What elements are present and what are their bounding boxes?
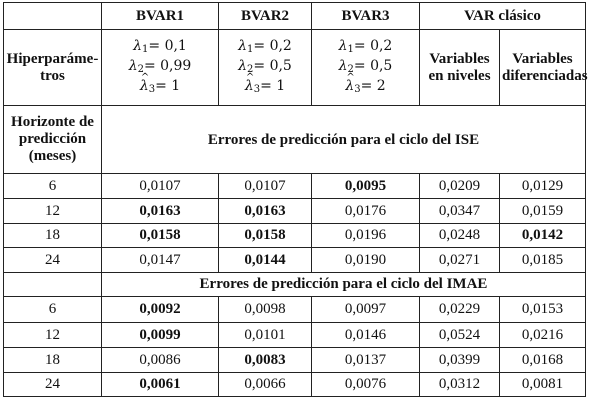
error-value-cell: 0,0524 xyxy=(420,322,500,347)
horizon-cell: 18 xyxy=(4,347,102,372)
lambda-symbol: λ xyxy=(133,37,143,54)
header-row-hyperparams xyxy=(4,30,586,106)
table-row xyxy=(4,322,586,347)
horizon-cell: 12 xyxy=(4,322,102,347)
lambda-line xyxy=(221,38,309,58)
lambda-symbol: ^ λ xyxy=(140,78,149,95)
lambda-value: = 0,5 xyxy=(253,57,292,74)
error-value-cell: 0,0061 xyxy=(102,372,219,396)
lambda-value: = 0,2 xyxy=(353,37,393,54)
ise-section xyxy=(4,174,586,272)
error-value-cell: 0,0163 xyxy=(219,199,312,223)
error-value-cell: 0,0081 xyxy=(500,372,586,396)
horizon-cell: 24 xyxy=(4,247,102,272)
error-value-cell: 0,0147 xyxy=(102,247,219,272)
var-niveles-label: Variables en niveles xyxy=(420,30,500,106)
horizon-cell: 18 xyxy=(4,223,102,247)
lambda-symbol: λ xyxy=(338,37,348,54)
lambda-line xyxy=(314,38,417,58)
lambda-index: 3 xyxy=(148,83,156,95)
lambda-value: = 0,99 xyxy=(143,57,192,74)
lambda-symbol: λ xyxy=(338,57,348,74)
lambda-line xyxy=(221,58,309,78)
error-value-cell: 0,0099 xyxy=(102,322,219,347)
lambda-value: = 0,2 xyxy=(253,37,292,54)
horizon-cell: 12 xyxy=(4,199,102,223)
error-value-cell: 0,0153 xyxy=(500,296,586,322)
error-value-cell: 0,0098 xyxy=(219,296,312,322)
header-row-horizon xyxy=(4,106,586,174)
error-value-cell: 0,0159 xyxy=(500,199,586,223)
error-value-cell: 0,0092 xyxy=(102,296,219,322)
lambda-value: = 0,1 xyxy=(148,37,187,54)
lambda-symbol: ^ λ xyxy=(345,78,354,95)
lambda-value: = 0,5 xyxy=(353,57,393,74)
table-row xyxy=(4,174,586,199)
lambda-line xyxy=(221,78,309,98)
horizon-cell: 6 xyxy=(4,174,102,199)
error-value-cell: 0,0142 xyxy=(500,223,586,247)
error-value-cell: 0,0163 xyxy=(102,199,219,223)
error-value-cell: 0,0146 xyxy=(312,322,420,347)
lambda-index: 1 xyxy=(247,43,254,55)
error-value-cell: 0,0137 xyxy=(312,347,420,372)
table-row xyxy=(4,199,586,223)
error-value-cell: 0,0095 xyxy=(312,174,420,199)
error-value-cell: 0,0185 xyxy=(500,247,586,272)
lambda-index: 2 xyxy=(247,63,254,75)
error-value-cell: 0,0229 xyxy=(420,296,500,322)
table-row xyxy=(4,296,586,322)
hiperparametros-label: Hiperparáme- tros xyxy=(4,30,102,106)
horizon-cell: 6 xyxy=(4,296,102,322)
horizon-cell: 24 xyxy=(4,372,102,396)
error-value-cell: 0,0248 xyxy=(420,223,500,247)
lambda-line xyxy=(104,38,216,58)
header-bvar3: BVAR3 xyxy=(312,3,420,30)
table-row xyxy=(4,372,586,396)
error-value-cell: 0,0107 xyxy=(219,174,312,199)
lambda-index: 1 xyxy=(347,43,354,55)
lambda-index: 1 xyxy=(142,43,149,55)
error-value-cell: 0,0216 xyxy=(500,322,586,347)
bvar2-lambdas xyxy=(219,30,312,106)
error-value-cell: 0,0101 xyxy=(219,322,312,347)
error-value-cell: 0,0271 xyxy=(420,247,500,272)
error-value-cell: 0,0083 xyxy=(219,347,312,372)
lambda-symbol: λ xyxy=(238,37,248,54)
lambda-index: 2 xyxy=(137,63,144,75)
section-row-imae xyxy=(4,272,586,296)
error-value-cell: 0,0129 xyxy=(500,174,586,199)
error-value-cell: 0,0176 xyxy=(312,199,420,223)
error-value-cell: 0,0107 xyxy=(102,174,219,199)
header-empty-cell xyxy=(4,3,102,30)
error-value-cell: 0,0399 xyxy=(420,347,500,372)
bvar3-lambdas xyxy=(312,30,420,106)
lambda-line xyxy=(314,78,417,98)
error-value-cell: 0,0347 xyxy=(420,199,500,223)
table-row xyxy=(4,223,586,247)
lambda-index: 2 xyxy=(347,63,354,75)
lambda-index: 3 xyxy=(354,83,361,95)
header-bvar1: BVAR1 xyxy=(102,3,219,30)
lambda-line xyxy=(104,78,216,98)
error-value-cell: 0,0158 xyxy=(219,223,312,247)
table-row xyxy=(4,247,586,272)
lambda-value: = 1 xyxy=(155,77,181,94)
header-var-clasico: VAR clásico xyxy=(420,3,586,30)
error-value-cell: 0,0158 xyxy=(102,223,219,247)
error-value-cell: 0,0190 xyxy=(312,247,420,272)
table-row xyxy=(4,347,586,372)
lambda-symbol: λ xyxy=(128,57,138,74)
bvar1-lambdas xyxy=(102,30,219,106)
section-title-imae: Errores de predicción para el ciclo del IMAE xyxy=(102,272,586,296)
section-title-ise: Errores de predicción para el ciclo del ISE xyxy=(102,106,586,174)
error-value-cell: 0,0144 xyxy=(219,247,312,272)
error-value-cell: 0,0086 xyxy=(102,347,219,372)
section-empty-cell xyxy=(4,272,102,296)
lambda-value: = 1 xyxy=(260,77,286,94)
lambda-line xyxy=(104,58,216,78)
lambda-line xyxy=(314,58,417,78)
lambda-index: 3 xyxy=(253,83,261,95)
lambda-value: = 2 xyxy=(360,77,386,94)
error-value-cell: 0,0168 xyxy=(500,347,586,372)
error-value-cell: 0,0076 xyxy=(312,372,420,396)
imae-section xyxy=(4,296,586,396)
lambda-symbol: λ xyxy=(238,57,248,74)
forecast-error-table xyxy=(3,2,586,397)
error-value-cell: 0,0196 xyxy=(312,223,420,247)
error-value-cell: 0,0209 xyxy=(420,174,500,199)
lambda-symbol: ^ λ xyxy=(245,78,254,95)
header-bvar2: BVAR2 xyxy=(219,3,312,30)
error-value-cell: 0,0097 xyxy=(312,296,420,322)
var-diferenciadas-label: Variables diferenciadas xyxy=(500,30,586,106)
error-value-cell: 0,0312 xyxy=(420,372,500,396)
header-row-models xyxy=(4,3,586,30)
horizonte-label: Horizonte de predicción (meses) xyxy=(4,106,102,174)
error-value-cell: 0,0066 xyxy=(219,372,312,396)
